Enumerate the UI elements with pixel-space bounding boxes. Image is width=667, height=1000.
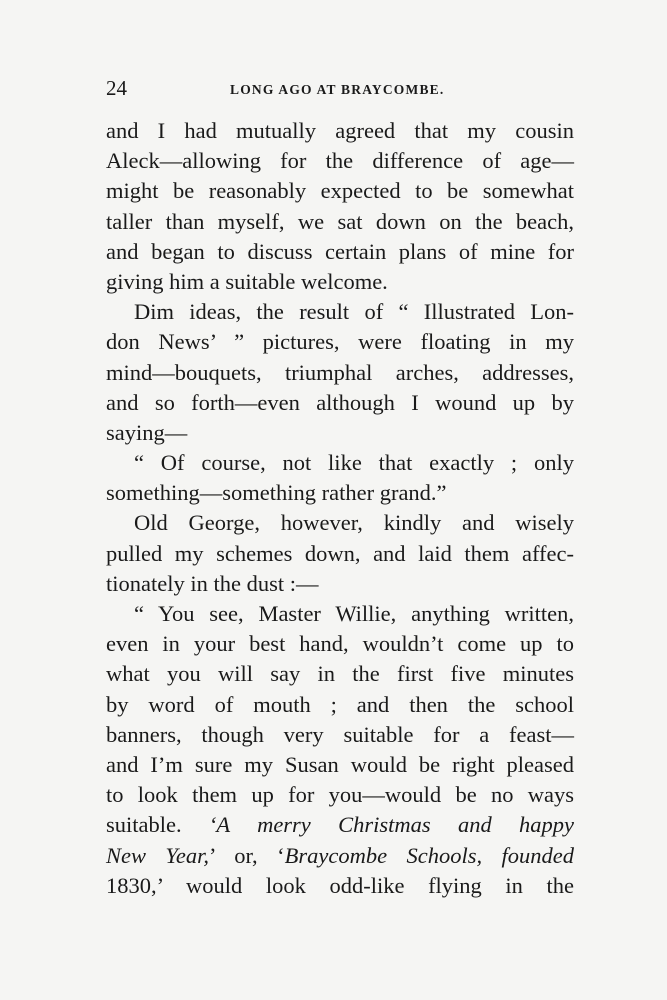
text-line: 1830,’ would look odd-like flying in the — [106, 872, 574, 898]
text-line: by word of mouth ; and then the school — [106, 691, 574, 717]
page-number: 24 — [106, 76, 127, 100]
text-line: Old George, however, kindly and wisely — [134, 510, 574, 536]
italic-text-segment: Braycombe Schools, founded — [284, 842, 574, 868]
text-line: banners, though very suitable for a feast— — [106, 721, 574, 747]
text-line: what you will say in the first five minutes — [106, 661, 574, 687]
text-line: and so forth—even although I wound up by — [106, 389, 574, 415]
text-line — [106, 810, 574, 840]
text-segment: suitable. — [106, 812, 182, 838]
text-line: don News’ ” pictures, were floating in my — [106, 329, 574, 355]
running-head: LONG AGO AT BRAYCOMBE. — [230, 82, 445, 97]
text-line: saying— — [106, 419, 188, 445]
body-text — [106, 116, 574, 901]
text-segment: ’ or, ‘ — [208, 842, 285, 868]
text-line: giving him a suitable welcome. — [106, 268, 388, 294]
text-line: taller than myself, we sat down on the beach, — [106, 208, 574, 234]
text-line: Dim ideas, the result of “ Illustrated Lon- — [134, 299, 574, 325]
text-line — [106, 841, 574, 871]
text-line: tionately in the dust :— — [106, 570, 319, 596]
text-line: and began to discuss certain plans of mine for — [106, 238, 574, 264]
text-line: might be reasonably expected to be somewhat — [106, 178, 574, 204]
text-line: mind—bouquets, triumphal arches, addresses, — [106, 359, 574, 385]
text-line: even in your best hand, wouldn’t come up to — [106, 631, 574, 657]
page-header — [106, 72, 574, 104]
text-line: to look them up for you—would be no ways — [106, 782, 574, 808]
text-line: Aleck—allowing for the difference of age— — [106, 148, 574, 174]
text-line: and I had mutually agreed that my cousin — [106, 118, 574, 143]
italic-text-segment: New Year, — [106, 842, 209, 868]
italic-text-segment: ‘A merry Christmas and happy — [208, 812, 574, 838]
text-line: something—something rather grand.” — [106, 480, 447, 506]
text-line: pulled my schemes down, and laid them affec- — [106, 540, 574, 566]
text-line: “ Of course, not like that exactly ; only — [134, 450, 574, 476]
text-line: and I’m sure my Susan would be right pleased — [106, 751, 574, 777]
text-line: “ You see, Master Willie, anything written, — [134, 601, 574, 626]
